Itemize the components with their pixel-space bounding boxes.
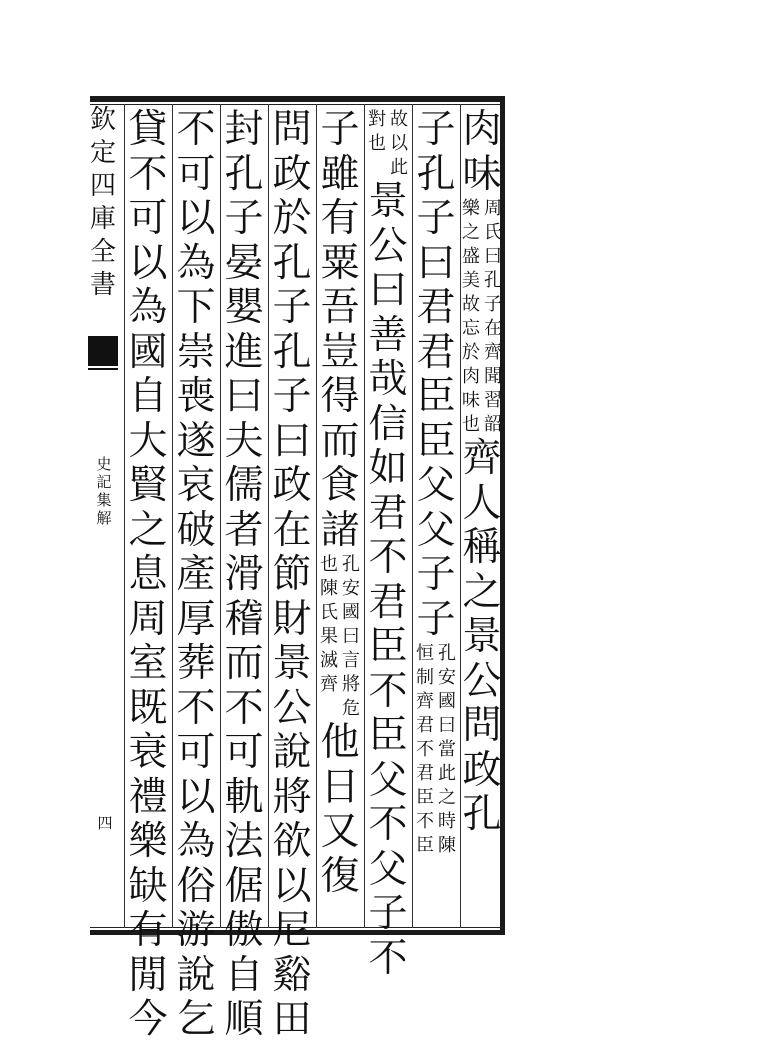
annotation-char: 也 bbox=[462, 414, 480, 435]
main-text-char: 嬰 bbox=[224, 285, 264, 330]
annotation-char: 孔 bbox=[484, 270, 502, 291]
main-text-char: 有 bbox=[128, 908, 168, 953]
annotation-left-column bbox=[367, 108, 387, 180]
text-column-8 bbox=[124, 107, 172, 1042]
main-text-char: 遂 bbox=[176, 418, 216, 464]
main-text-char: 乞 bbox=[176, 997, 216, 1042]
main-text-char: 臣 bbox=[416, 374, 456, 419]
annotation-left-column bbox=[461, 197, 481, 437]
annotation-char: 國 bbox=[342, 602, 360, 623]
main-text-char: 喪 bbox=[176, 374, 216, 419]
annotation-char: 氏 bbox=[320, 602, 338, 623]
main-text-char: 臣 bbox=[416, 418, 456, 464]
main-text-char: 味 bbox=[462, 151, 502, 197]
annotation-char: 齊 bbox=[416, 691, 434, 712]
annotation-char: 臣 bbox=[416, 835, 434, 856]
main-text-char: 不 bbox=[224, 685, 264, 731]
margin-book-char: 集 bbox=[96, 491, 112, 509]
main-text-char: 子 bbox=[368, 891, 408, 936]
annotation-char: 君 bbox=[416, 715, 434, 736]
main-text-char: 法 bbox=[224, 819, 264, 864]
main-text-char: 如 bbox=[368, 446, 408, 491]
main-text-char: 子 bbox=[320, 107, 360, 152]
main-text-char: 以 bbox=[176, 196, 216, 241]
annotation-char: 也 bbox=[320, 554, 338, 575]
main-text-char: 齊 bbox=[462, 436, 502, 481]
main-text-char: 以 bbox=[176, 774, 216, 820]
main-text-char: 尼 bbox=[272, 908, 312, 953]
main-text-char: 軌 bbox=[224, 774, 264, 820]
main-text-char: 谿 bbox=[272, 952, 312, 998]
annotation-char: 不 bbox=[416, 739, 434, 760]
margin-title-char: 四 bbox=[89, 171, 116, 201]
main-text-char: 節 bbox=[272, 552, 312, 597]
main-text-char: 晏 bbox=[224, 240, 264, 286]
text-column-7 bbox=[172, 107, 220, 1042]
margin-book-char: 史 bbox=[96, 455, 112, 473]
main-text-char: 政 bbox=[272, 151, 312, 197]
main-text-char: 粟 bbox=[320, 240, 360, 286]
main-text-char: 傲 bbox=[224, 908, 264, 953]
annotation-left-column bbox=[415, 642, 435, 858]
main-text-char: 曰 bbox=[224, 374, 264, 419]
margin-title-char: 欽 bbox=[89, 105, 116, 135]
main-text-char: 日 bbox=[320, 764, 360, 810]
main-text-char: 父 bbox=[416, 507, 456, 553]
main-text-char: 父 bbox=[368, 757, 408, 803]
annotation-char: 忘 bbox=[462, 318, 480, 339]
main-text-char: 他 bbox=[320, 720, 360, 765]
main-text-char: 俗 bbox=[176, 863, 216, 909]
main-text-char: 禮 bbox=[128, 774, 168, 820]
annotation-char: 肉 bbox=[462, 366, 480, 387]
main-text-char: 可 bbox=[128, 196, 168, 241]
annotation-char: 子 bbox=[484, 294, 502, 315]
main-text-char: 游 bbox=[176, 908, 216, 953]
annotation-note bbox=[319, 553, 361, 721]
main-text-char: 公 bbox=[272, 685, 312, 731]
annotation-char: 之 bbox=[438, 787, 456, 808]
annotation-char: 安 bbox=[342, 578, 360, 599]
annotation-char: 國 bbox=[438, 691, 456, 712]
annotation-char: 之 bbox=[462, 222, 480, 243]
main-text-char: 肉 bbox=[462, 107, 502, 152]
annotation-char: 韶 bbox=[484, 414, 502, 435]
main-text-char: 既 bbox=[128, 685, 168, 731]
main-text-char: 稱 bbox=[462, 525, 502, 570]
main-text-char: 而 bbox=[320, 418, 360, 464]
annotation-char: 滅 bbox=[320, 650, 338, 671]
annotation-char: 不 bbox=[416, 811, 434, 832]
main-text-char: 之 bbox=[462, 569, 502, 615]
main-text-char: 子 bbox=[224, 196, 264, 241]
annotation-right-column bbox=[437, 642, 457, 858]
main-text-char: 子 bbox=[272, 374, 312, 419]
annotation-char: 聞 bbox=[484, 366, 502, 387]
main-text-char: 室 bbox=[128, 641, 168, 686]
annotation-char: 於 bbox=[462, 342, 480, 363]
main-text-char: 而 bbox=[224, 641, 264, 686]
main-text-char: 周 bbox=[128, 596, 168, 642]
annotation-char: 安 bbox=[438, 667, 456, 688]
main-text-char: 君 bbox=[416, 285, 456, 330]
annotation-right-column bbox=[341, 553, 361, 721]
main-text-char: 夫 bbox=[224, 418, 264, 464]
annotation-char: 樂 bbox=[462, 198, 480, 219]
annotation-char: 齊 bbox=[320, 674, 338, 695]
annotation-char: 曰 bbox=[342, 626, 360, 647]
main-text-char: 不 bbox=[176, 107, 216, 152]
main-text-char: 曰 bbox=[416, 240, 456, 286]
main-text-char: 問 bbox=[272, 107, 312, 152]
main-text-char: 滑 bbox=[224, 552, 264, 597]
annotation-char: 此 bbox=[390, 157, 408, 178]
margin-book-title bbox=[95, 455, 113, 527]
annotation-char: 在 bbox=[484, 318, 502, 339]
annotation-char: 盛 bbox=[462, 246, 480, 267]
margin-title-char: 庫 bbox=[89, 204, 116, 234]
main-text-char: 不 bbox=[176, 685, 216, 731]
text-column-4 bbox=[316, 108, 364, 926]
main-text-char: 景 bbox=[462, 614, 502, 659]
main-text-char: 為 bbox=[176, 819, 216, 864]
margin-title bbox=[88, 104, 118, 302]
annotation-char: 也 bbox=[368, 133, 386, 154]
main-text-char: 稽 bbox=[224, 596, 264, 642]
main-text-char: 樂 bbox=[128, 819, 168, 864]
main-text-char: 下 bbox=[176, 285, 216, 330]
annotation-char: 危 bbox=[342, 698, 360, 719]
text-column-1 bbox=[460, 108, 504, 926]
main-text-char: 哀 bbox=[176, 463, 216, 508]
main-text-char: 父 bbox=[416, 463, 456, 508]
text-column-2 bbox=[412, 108, 460, 926]
margin-book-char: 解 bbox=[96, 509, 112, 527]
annotation-char: 陳 bbox=[438, 835, 456, 856]
main-text-char: 孔 bbox=[272, 329, 312, 375]
annotation-char: 當 bbox=[438, 739, 456, 760]
main-text-char: 衰 bbox=[128, 730, 168, 775]
annotation-note bbox=[415, 642, 457, 858]
main-text-char: 今 bbox=[128, 997, 168, 1042]
annotation-right-column bbox=[483, 197, 503, 437]
annotation-char: 習 bbox=[484, 390, 502, 411]
main-text-char: 子 bbox=[416, 107, 456, 152]
main-text-char: 貸 bbox=[128, 107, 168, 152]
annotation-char: 孔 bbox=[438, 643, 456, 664]
main-text-char: 食 bbox=[320, 463, 360, 508]
main-text-char: 政 bbox=[272, 463, 312, 508]
main-text-char: 不 bbox=[128, 151, 168, 197]
annotation-char: 恒 bbox=[416, 643, 434, 664]
main-text-char: 自 bbox=[224, 952, 264, 998]
main-text-char: 說 bbox=[272, 730, 312, 775]
page-number: 四 bbox=[97, 814, 113, 832]
annotation-char: 陳 bbox=[320, 578, 338, 599]
main-text-char: 雖 bbox=[320, 151, 360, 197]
margin-title-char: 全 bbox=[89, 237, 116, 267]
main-text-char: 君 bbox=[416, 329, 456, 375]
main-text-char: 諸 bbox=[320, 507, 360, 553]
frame-top-border bbox=[90, 96, 504, 102]
annotation-left-column bbox=[319, 553, 339, 721]
main-text-char: 不 bbox=[368, 935, 408, 981]
main-text-char: 君 bbox=[368, 579, 408, 625]
annotation-note bbox=[461, 197, 503, 437]
main-text-char: 父 bbox=[368, 846, 408, 892]
main-text-char: 倨 bbox=[224, 863, 264, 909]
main-text-char: 葬 bbox=[176, 641, 216, 686]
main-text-char: 得 bbox=[320, 374, 360, 419]
main-text-char: 儒 bbox=[224, 463, 264, 508]
main-text-char: 崇 bbox=[176, 329, 216, 375]
main-text-char: 不 bbox=[368, 535, 408, 580]
main-text-char: 子 bbox=[416, 196, 456, 241]
main-text-char: 者 bbox=[224, 507, 264, 553]
main-text-char: 有 bbox=[320, 196, 360, 241]
annotation-char: 將 bbox=[342, 674, 360, 695]
margin-title-char: 書 bbox=[89, 270, 116, 300]
fishtail-mark bbox=[88, 336, 118, 366]
main-text-char: 政 bbox=[462, 747, 502, 793]
annotation-char: 言 bbox=[342, 650, 360, 671]
main-text-char: 公 bbox=[368, 223, 408, 269]
main-text-char: 將 bbox=[272, 774, 312, 820]
main-text-char: 善 bbox=[368, 312, 408, 358]
annotation-char: 曰 bbox=[484, 246, 502, 267]
main-text-char: 財 bbox=[272, 596, 312, 642]
annotation-char: 制 bbox=[416, 667, 434, 688]
main-text-char: 欲 bbox=[272, 819, 312, 864]
main-text-char: 子 bbox=[416, 596, 456, 642]
annotation-char: 曰 bbox=[438, 715, 456, 736]
annotation-char: 對 bbox=[368, 109, 386, 130]
main-text-char: 缺 bbox=[128, 863, 168, 909]
main-text-char: 賢 bbox=[128, 463, 168, 508]
main-text-char: 孔 bbox=[272, 240, 312, 286]
main-text-char: 公 bbox=[462, 658, 502, 704]
main-text-char: 信 bbox=[368, 401, 408, 447]
annotation-char: 孔 bbox=[342, 554, 360, 575]
annotation-char: 周 bbox=[484, 198, 502, 219]
main-text-char: 臣 bbox=[368, 624, 408, 669]
text-column-6 bbox=[220, 107, 268, 1042]
annotation-char: 君 bbox=[416, 763, 434, 784]
main-text-char: 厚 bbox=[176, 596, 216, 642]
text-column-3 bbox=[364, 108, 412, 981]
main-text-char: 自 bbox=[128, 374, 168, 419]
annotation-char: 齊 bbox=[484, 342, 502, 363]
main-text-char: 產 bbox=[176, 552, 216, 597]
main-text-char: 大 bbox=[128, 418, 168, 464]
main-text-char: 吾 bbox=[320, 285, 360, 330]
main-text-char: 人 bbox=[462, 480, 502, 526]
annotation-char: 故 bbox=[462, 294, 480, 315]
main-text-char: 於 bbox=[272, 196, 312, 241]
annotation-note bbox=[367, 108, 409, 180]
main-text-char: 孔 bbox=[462, 792, 502, 837]
main-text-char: 問 bbox=[462, 703, 502, 748]
main-text-char: 國 bbox=[128, 329, 168, 375]
annotation-char: 氏 bbox=[484, 222, 502, 243]
annotation-char: 此 bbox=[438, 763, 456, 784]
annotation-char: 臣 bbox=[416, 787, 434, 808]
main-text-char: 在 bbox=[272, 507, 312, 553]
main-text-char: 子 bbox=[272, 285, 312, 330]
fishtail-line bbox=[88, 368, 118, 370]
main-text-char: 曰 bbox=[272, 418, 312, 464]
annotation-char: 味 bbox=[462, 390, 480, 411]
main-text-char: 為 bbox=[176, 240, 216, 286]
main-text-char: 孔 bbox=[224, 151, 264, 197]
main-text-char: 閒 bbox=[128, 952, 168, 998]
main-text-char: 為 bbox=[128, 285, 168, 330]
annotation-char: 以 bbox=[390, 133, 408, 154]
annotation-char: 果 bbox=[320, 626, 338, 647]
main-text-char: 以 bbox=[272, 863, 312, 909]
main-text-char: 之 bbox=[128, 507, 168, 553]
main-text-char: 哉 bbox=[368, 357, 408, 402]
main-text-char: 封 bbox=[224, 107, 264, 152]
main-text-char: 順 bbox=[224, 997, 264, 1042]
main-text-char: 可 bbox=[224, 730, 264, 775]
main-text-char: 又 bbox=[320, 809, 360, 854]
annotation-char: 故 bbox=[390, 109, 408, 130]
text-column-5 bbox=[268, 107, 316, 1042]
main-text-char: 景 bbox=[272, 641, 312, 686]
main-text-char: 曰 bbox=[368, 268, 408, 313]
main-text-char: 田 bbox=[272, 997, 312, 1042]
margin-book-char: 記 bbox=[96, 473, 112, 491]
annotation-char: 時 bbox=[438, 811, 456, 832]
main-text-char: 子 bbox=[416, 552, 456, 597]
main-text-char: 景 bbox=[368, 179, 408, 224]
main-text-char: 不 bbox=[368, 668, 408, 714]
main-text-char: 豈 bbox=[320, 329, 360, 375]
frame-top-inner-border bbox=[90, 104, 504, 105]
main-text-char: 臣 bbox=[368, 713, 408, 758]
main-text-char: 破 bbox=[176, 507, 216, 553]
main-text-char: 復 bbox=[320, 853, 360, 899]
main-text-char: 進 bbox=[224, 329, 264, 375]
main-text-char: 可 bbox=[176, 151, 216, 197]
main-text-char: 可 bbox=[176, 730, 216, 775]
annotation-right-column bbox=[389, 108, 409, 180]
annotation-char: 美 bbox=[462, 270, 480, 291]
main-text-char: 以 bbox=[128, 240, 168, 286]
main-text-char: 不 bbox=[368, 802, 408, 847]
main-text-char: 息 bbox=[128, 552, 168, 597]
main-text-char: 孔 bbox=[416, 151, 456, 197]
main-text-char: 君 bbox=[368, 490, 408, 536]
margin-title-char: 定 bbox=[89, 138, 116, 168]
main-text-char: 說 bbox=[176, 952, 216, 998]
